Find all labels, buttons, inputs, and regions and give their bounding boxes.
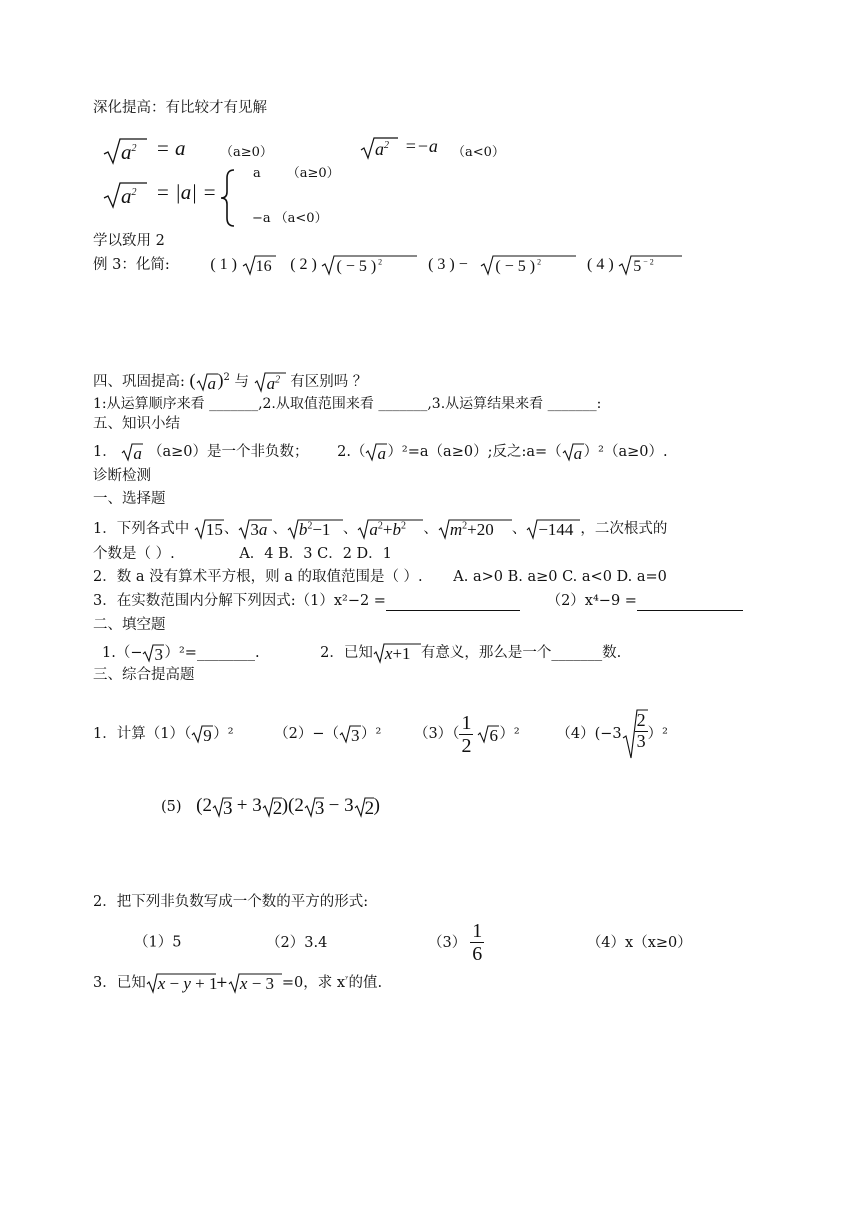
- compare-line: 1:从运算顺序来看 _______,2.从取值范围来看 _______,3.从运算结果来看 _______:: [93, 396, 602, 412]
- learn-title: 学以致用 2: [93, 233, 165, 249]
- radical-a-squared: $a^2$: [103, 137, 147, 165]
- section-4: 四、巩固提高: ( a )$^2$ 与 $a^2$ 有区别吗 ？: [93, 370, 368, 393]
- square-form-items: （1）5 （2）3.4 （3） $\frac{1}{6}$ （4）x（x≥0）: [134, 920, 692, 965]
- radical-b2-minus-1: $b^2-1$: [287, 518, 343, 540]
- rule-positive-condition: （a≥0）: [220, 145, 273, 160]
- radical-a: a: [196, 372, 218, 392]
- question-3: 3．在实数范围内分解下列因式:（1）x²−2 = （2）x⁴−9 =: [93, 593, 743, 611]
- fraction-one-half: $\frac{1}{2}$: [461, 711, 472, 757]
- radical-a: a: [562, 442, 584, 462]
- rule-negative: $a^2$ =−a: [360, 136, 438, 160]
- question-1-options: A．4 B．3 C．2 D．1: [239, 546, 392, 562]
- radical-2: 2: [354, 796, 374, 818]
- question-1-line2: 个数是（ ）. A．4 B．3 C．2 D．1: [93, 546, 392, 562]
- radical-a: a: [365, 442, 387, 462]
- radical-x-plus-1: x+1: [373, 642, 421, 664]
- question-2-options: A. a>0 B. a≥0 C. a<0 D. a=0: [453, 569, 667, 585]
- radical-3: 3: [212, 796, 232, 818]
- answer-blank[interactable]: [386, 593, 520, 611]
- radical-a: a: [121, 442, 143, 462]
- section-heading: 深化提高：有比较才有见解: [93, 100, 267, 116]
- section-5: 五、知识小结: [93, 416, 180, 432]
- calc-item-5: (5) (2 3 + 3 2 )(2 3 − 3 2 ): [161, 795, 380, 819]
- radical-3a: 3a: [238, 518, 272, 540]
- radical-neg144: −144: [526, 518, 580, 540]
- part1-title: 一、选择题: [93, 491, 166, 507]
- abs-case-positive: a （a≥0）: [253, 166, 340, 181]
- fraction-one-sixth: $\frac{1}{6}$: [472, 920, 483, 965]
- abs-case-negative: −a （a<0）: [252, 211, 328, 226]
- answer-blank[interactable]: [637, 593, 743, 611]
- radical-3: 3: [339, 724, 361, 744]
- radical-x-minus-y-plus-1: x − y + 1: [146, 972, 216, 994]
- radical-a-squared: $a^2$: [360, 136, 398, 160]
- radical-neg5-squared: ( − 5 ) $^2$: [321, 254, 417, 276]
- summary-line: 1． a （a≥0）是一个非负数； 2.（ a ）²=a（a≥0）;反之:a=（ a ）²（a≥0）.: [93, 444, 668, 463]
- part3-title: 三、综合提高题: [93, 667, 195, 683]
- radical-x-minus-3: x − 3: [228, 972, 282, 994]
- final-question: 3．已知 x − y + 1 + x − 3 =0，求 $x^ʸ$的值.: [93, 974, 383, 993]
- radical-5-power-neg2: 5 $^{- 2}$: [618, 254, 682, 276]
- radical-15: 15: [194, 518, 224, 540]
- radical-2: 2: [262, 796, 282, 818]
- square-form-question: 2．把下列非负数写成一个数的平方的形式:: [93, 894, 369, 910]
- rule-absolute: $a^2$ = |a| =: [103, 180, 217, 209]
- left-brace-icon: [218, 168, 238, 228]
- radical-a2-plus-b2: $a^2+b^2$: [357, 518, 423, 540]
- question-1: 1．下列各式中 15 、 3a 、 $b^2-1$ 、 $a^2+b^2$ 、 $m^2+20$ 、 −144 ，二次根式的: [93, 520, 668, 539]
- diagnostic-title: 诊断检测: [93, 468, 151, 484]
- radical-3: 3: [142, 643, 164, 663]
- radical-m2-plus-20: $m^2+20$: [438, 518, 512, 540]
- radical-two-thirds: $\frac{2}{3}$: [622, 708, 648, 760]
- calc-question: 1．计算（1）（ 9 ）² （2）−（ 3 ）² （3）（ $\frac{1}{2}$ 6 ）² （4）(−3 $\frac{2}{3}$ ）²: [93, 708, 668, 760]
- radical-3: 3: [304, 796, 324, 818]
- radical-a-squared: $a^2$: [103, 181, 147, 209]
- radical-9: 9: [191, 724, 213, 744]
- example-3: 例 3：化简: ( 1 ) 16 ( 2 ) ( − 5 ) $^2$ ( 3 ) − ( − 5 ) $^2$ ( 4 ) 5 $^{- 2}$: [93, 254, 682, 276]
- radical-16: 16: [242, 254, 276, 276]
- radical-a-squared: $a^2$: [254, 371, 286, 393]
- question-2: 2．数 a 没有算术平方根，则 a 的取值范围是（ ）. A. a>0 B. a≥0 C. a<0 D. a=0: [93, 569, 667, 585]
- radical-neg5-squared: ( − 5 ) $^2$: [480, 254, 576, 276]
- rule-positive: $a^2$ = a: [103, 136, 186, 165]
- fill-question: 1.（− 3 ）²=________. 2．已知 x+1 有意义，那么是一个_______数.: [102, 644, 622, 664]
- radical-6: 6: [477, 724, 499, 744]
- part2-title: 二、填空题: [93, 617, 166, 633]
- rule-negative-condition: （a<0）: [452, 145, 505, 160]
